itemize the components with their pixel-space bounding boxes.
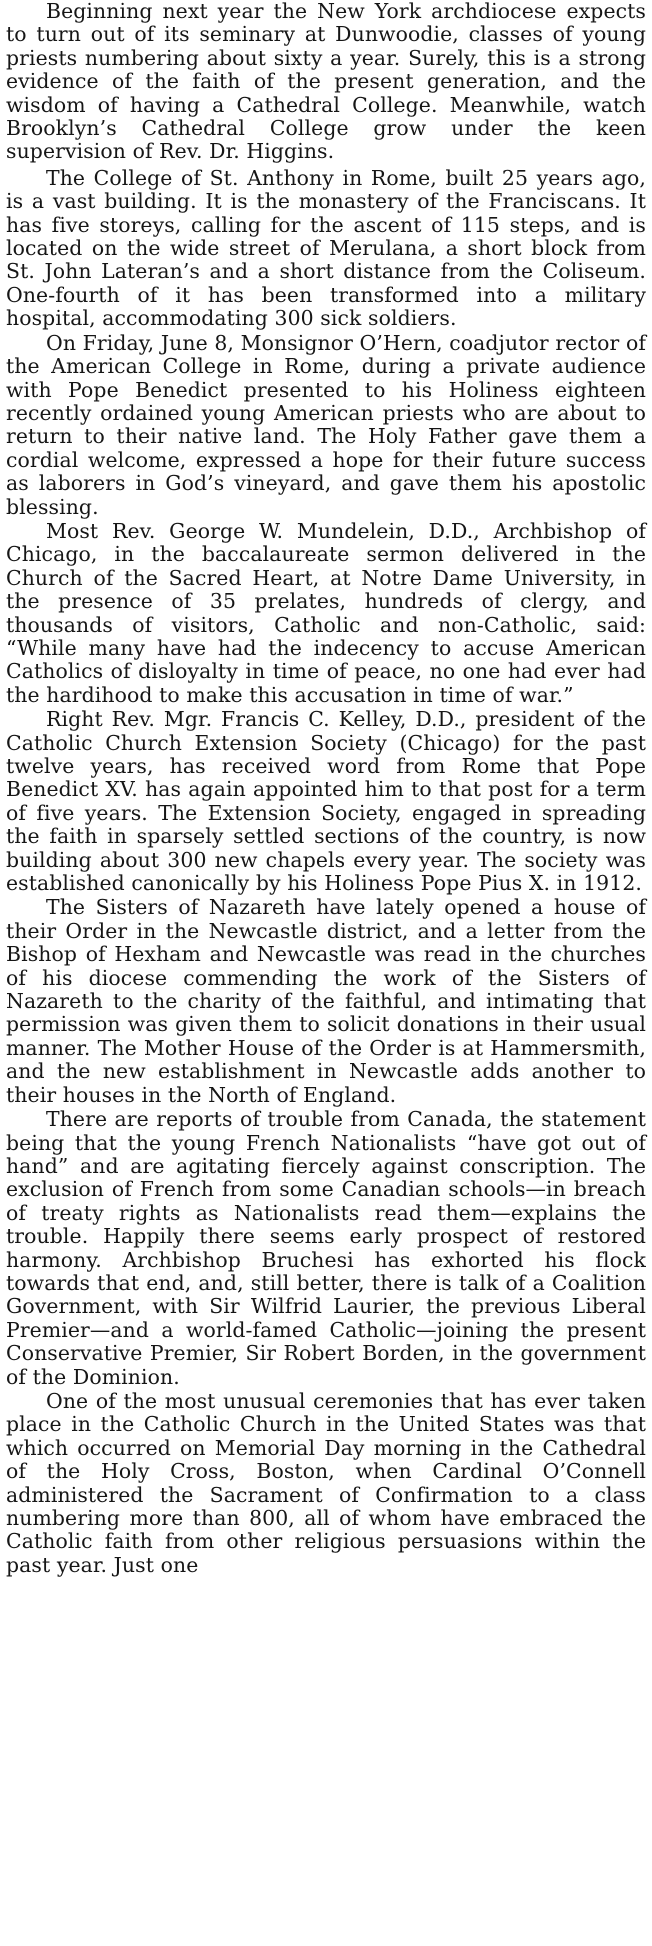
article-column [6,0,646,1578]
paragraph-sisters-of-nazareth: The Sisters of Nazareth have lately opened a house of their Order in the Newcastle district, and a letter from the Bishop of Hexham and Newcastle was read in the churches of his diocese commending the work of the Sisters of Nazareth to the charity of the faithful, and intimating that permission was given them to solicit donations in their usual manner. The Mother House of the Order is at Hammersmith, and the new establishment in Newcastle adds another to their houses in the North of England. [6,895,646,1107]
paragraph-canada-conscription: There are reports of trouble from Canada, the statement being that the young French Nationalists “have got out of hand” and are agitating fiercely against conscription. The exclusion of French from some Canadian schools—in breach of treaty rights as Nationalists read them—explains the trouble. Happily there seems early prospect of restored harmony. Archbishop Bruchesi has exhorted his flock towards that end, and, still better, there is talk of a Coalition Government, with Sir Wilfrid Laurier, the previous Liberal Premier—and a world-famed Catholic—joining the present Conservative Premier, Sir Robert Borden, in the government of the Dominion. [6,1107,646,1389]
paragraph-mundelein-sermon: Most Rev. George W. Mundelein, D.D., Archbishop of Chicago, in the baccalaureate sermon delivered in the Church of the Sacred Heart, at Notre Dame University, in the presence of 35 prelates, hundreds of clergy, and thousands of visitors, Catholic and non-Catholic, said: “While many have had the indecency to accuse American Catholics of disloyalty in time of peace, no one had ever had the hardihood to make this accusation in time of war.” [6,518,646,707]
paragraph-dunwoodie-seminary: Beginning next year the New York archdiocese expects to turn out of its seminary at Dunwoodie, classes of young priests numbering about sixty a year. Surely, this is a strong evidence of the faith of the present generation, and the wisdom of having a Cathedral College. Meanwhile, watch Brooklyn’s Cathedral College grow under the keen supervision of Rev. Dr. Higgins. [6,0,646,164]
paragraph-boston-confirmation: One of the most unusual ceremonies that has ever taken place in the Catholic Church in the United States was that which occurred on Memorial Day morning in the Cathedral of the Holy Cross, Boston, when Cardinal O’Connell administered the Sacrament of Confirmation to a class numbering more than 800, all of whom have embraced the Catholic faith from other religious persuasions within the past year. Just one [6,1388,646,1577]
paragraph-college-st-anthony: The College of St. Anthony in Rome, built 25 years ago, is a vast building. It is the monastery of the Franciscans. It has five storeys, calling for the ascent of 115 steps, and is located on the wide street of Merulana, a short block from St. John Lateran’s and a short distance from the Coliseum. One-fourth of it has been transformed into a military hospital, accommodating 300 sick soldiers. [6,165,646,331]
paragraph-american-college-audience: On Friday, June 8, Monsignor O’Hern, coadjutor rector of the American College in Rome, during a private audience with Pope Benedict presented to his Holiness eighteen recently ordained young American priests who are about to return to their native land. The Holy Father gave them a cordial welcome, expressed a hope for their future success as laborers in God’s vineyard, and gave them his apostolic blessing. [6,330,646,519]
paragraph-extension-society: Right Rev. Mgr. Francis C. Kelley, D.D., president of the Catholic Church Extension Society (Chicago) for the past twelve years, has received word from Rome that Pope Benedict XV. has again appointed him to that post for a term of five years. The Extension Society, engaged in spreading the faith in sparsely settled sections of the country, is now building about 300 new chapels every year. The society was established canonically by his Holiness Pope Pius X. in 1912. [6,707,646,896]
